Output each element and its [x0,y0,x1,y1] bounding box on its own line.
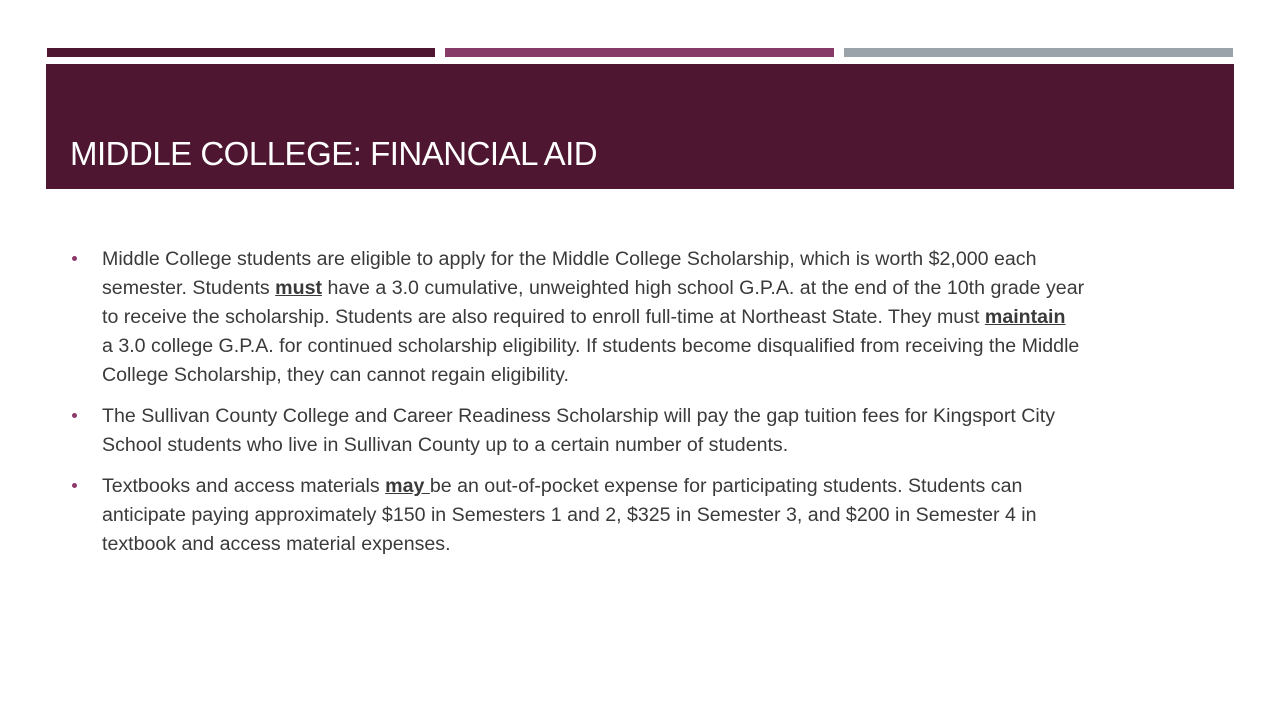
text-line [102,472,1212,501]
text-line [102,245,1212,274]
emphasis-text: must [275,277,322,299]
text-run: School students who live in Sullivan County up to a certain number of students. [102,434,789,456]
text-run: anticipate paying approximately $150 in Semesters 1 and 2, $325 in Semester 3, and $200 in Semester 4 in [102,504,1037,526]
text-run: be an out-of-pocket expense for participating students. Students can [429,475,1023,497]
emphasis-text: may [385,475,430,497]
text-run: College Scholarship, they can cannot regain eligibility. [102,364,569,386]
text-run: Middle College students are eligible to apply for the Middle College Scholarship, which is worth $2,000 each [102,248,1037,270]
text-run: a 3.0 college G.P.A. for continued scholarship eligibility. If students become disqualified from receiving the Middle [102,335,1080,357]
text-line [102,332,1212,361]
slide-title: MIDDLE COLLEGE: FINANCIAL AID [70,135,598,172]
bullet-dot-icon [72,256,77,261]
title-band [46,64,1234,189]
bullet-item [72,472,1212,559]
text-run: have a 3.0 cumulative, unweighted high school G.P.A. at the end of the 10th grade year [322,277,1085,299]
text-line [102,303,1212,332]
bullet-list [72,245,1212,571]
text-line [102,402,1212,431]
bullet-dot-icon [72,413,77,418]
text-line [102,361,1212,390]
text-run: The Sullivan County College and Career Readiness Scholarship will pay the gap tuition fees for Kingsport City [102,405,1055,427]
text-run: to receive the scholarship. Students are also required to enroll full-time at Northeast State. They must [102,306,985,328]
text-line [102,530,1212,559]
text-line [102,431,1212,460]
text-run: Textbooks and access materials [102,475,386,497]
emphasis-text: maintain [984,306,1066,328]
bullet-item [72,402,1212,460]
text-run: textbook and access material expenses. [102,533,451,555]
text-run: semester. Students [102,277,276,299]
text-line [102,274,1212,303]
text-line [102,501,1212,530]
bullet-dot-icon [72,483,77,488]
accent-bar-purple [445,48,834,57]
accent-bar-dark [47,48,435,57]
bullet-item [72,245,1212,390]
accent-bar-grey [844,48,1233,57]
